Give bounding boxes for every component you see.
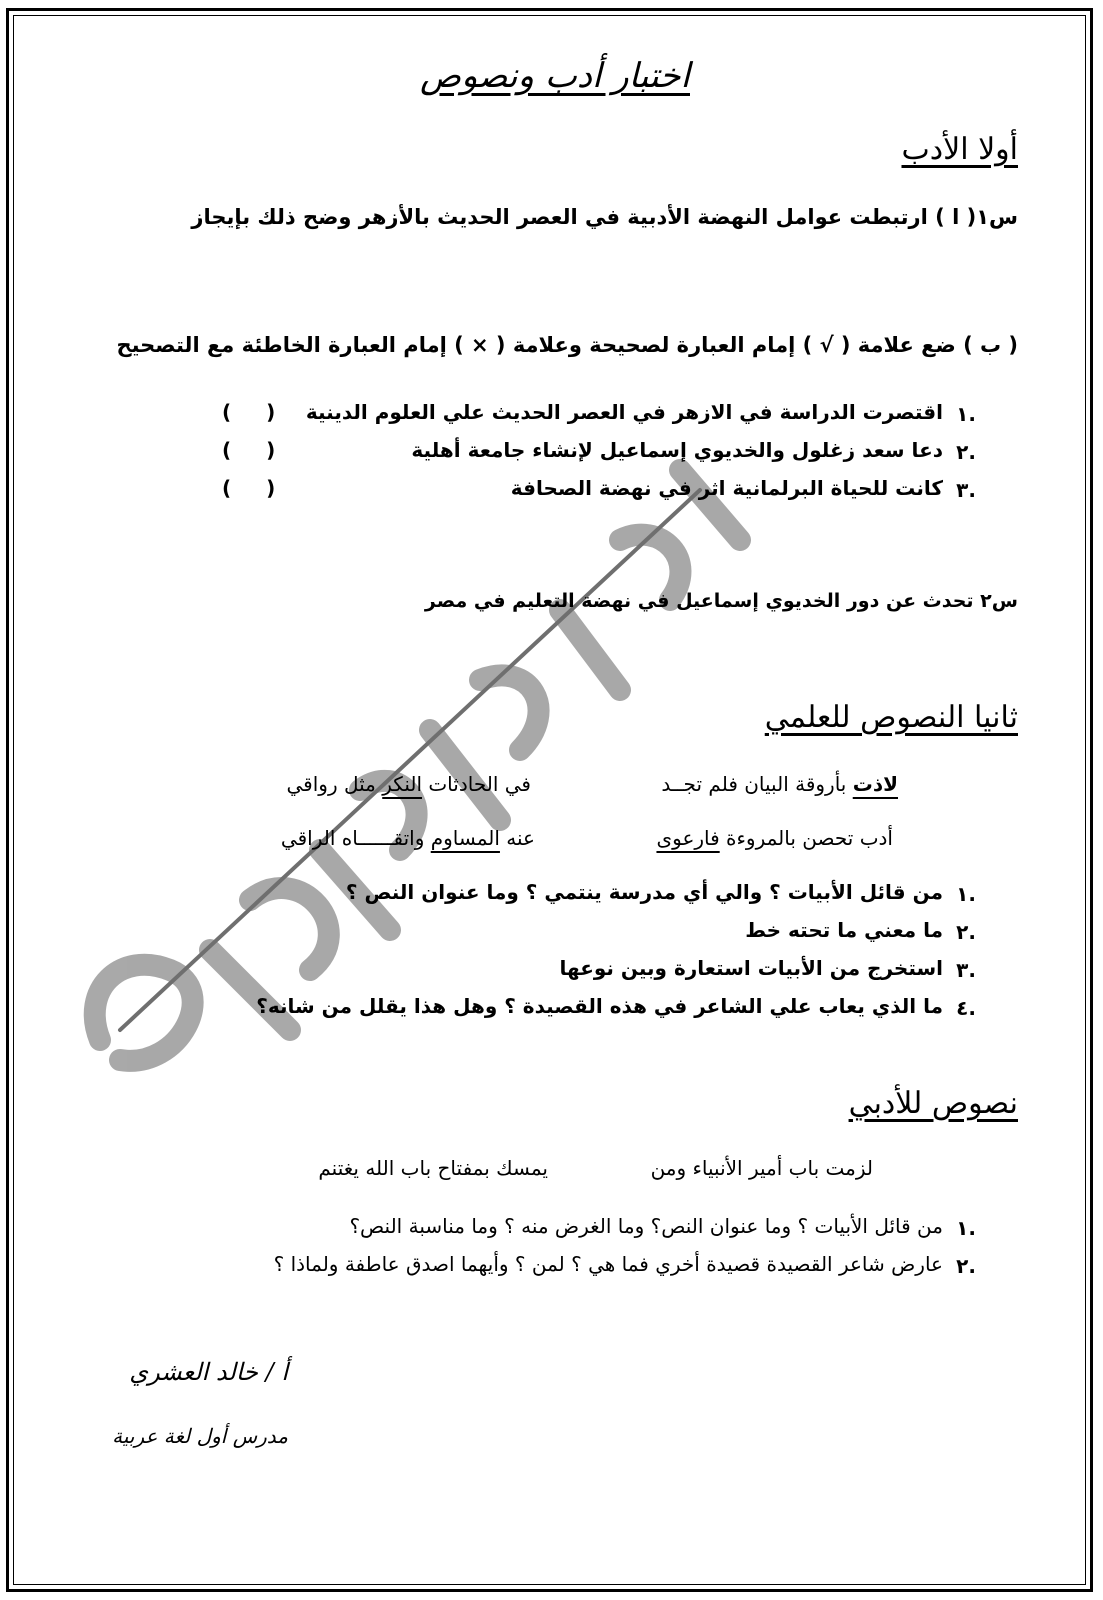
answer-parentheses: ( ) [222,476,290,500]
verse-text: مثل رواقي [286,772,383,796]
underlined-word: النكر [382,772,422,796]
answer-parentheses: ( ) [222,438,290,462]
question-text: ما معني ما تحته خط [745,918,943,942]
verse-1-left [287,772,531,796]
item-number: ٢. [956,440,976,464]
verse-2-right [656,826,893,850]
verse-text: بأروقة البيان فلم تجــد [661,772,853,796]
question-number: ١. [956,882,976,906]
item-text: دعا سعد زغلول والخديوي إسماعيل لإنشاء جامعة أهلية [411,438,943,462]
teacher-role: مدرس أول لغة عربية [112,1424,288,1448]
question-text: من قائل الأبيات ؟ وما عنوان النص؟ وما الغرض منه ؟ وما مناسبة النص؟ [349,1214,943,1238]
question-number: ١. [956,1216,976,1240]
item-text: اقتصرت الدراسة في الازهر في العصر الحديث علي العلوم الدينية [305,400,943,424]
underlined-word: فارعوى [656,826,720,850]
question-number: ٤. [956,996,976,1020]
question-1a: س١( ا ) ارتبطت عوامل النهضة الأدبية في العصر الحديث بالأزهر وضح ذلك بإيجاز [191,205,1018,229]
section-heading-literature: أولا الأدب [901,132,1018,167]
question-text: عارض شاعر القصيدة قصيدة أخري فما هي ؟ لمن ؟ وأيهما اصدق عاطفة ولماذا ؟ [273,1252,943,1276]
verse-text: أدب تحصن بالمروءة [719,826,893,850]
verse-2-left [281,826,535,850]
verse-3-right: لزمت باب أمير الأنبياء ومن [650,1156,873,1180]
question-text: استخرج من الأبيات استعارة وبين نوعها [559,956,943,980]
question-2: س٢ تحدث عن دور الخديوي إسماعيل في نهضة التعليم في مصر [424,590,1018,612]
answer-parentheses: ( ) [222,400,290,424]
verse-text: في الحادثات [422,772,531,796]
item-number: ٣. [956,478,976,502]
item-text: كانت للحياة البرلمانية اثر في نهضة الصحافة [510,476,943,500]
question-1b: ( ب ) ضع علامة ( √ ) إمام العبارة لصحيحة وعلامة ( × ) إمام العبارة الخاطئة مع التصحيح [116,333,1018,357]
question-number: ٣. [956,958,976,982]
underlined-word: المساوم [430,826,500,850]
teacher-name: أ / خالد العشري [129,1358,288,1386]
underlined-word: لاذت [852,772,898,796]
verse-1-right [661,772,898,796]
question-number: ٢. [956,920,976,944]
question-number: ٢. [956,1254,976,1278]
question-text: من قائل الأبيات ؟ والي أي مدرسة ينتمي ؟ وما عنوان النص ؟ [345,880,943,904]
verse-3-left: يمسك بمفتاح باب الله يغتنم [318,1156,548,1180]
section-heading-science-texts: ثانيا النصوص للعلمي [764,700,1018,735]
verse-text: عنه [499,826,535,850]
section-heading-arts-texts: نصوص للأدبي [848,1086,1018,1121]
verse-text: واتقــــــاه الراقي [280,826,431,850]
item-number: ١. [956,402,976,426]
question-text: ما الذي يعاب علي الشاعر في هذه القصيدة ؟ وهل هذا يقلل من شانه؟ [256,994,943,1018]
page-title: اختبار أدب ونصوص [419,56,690,96]
